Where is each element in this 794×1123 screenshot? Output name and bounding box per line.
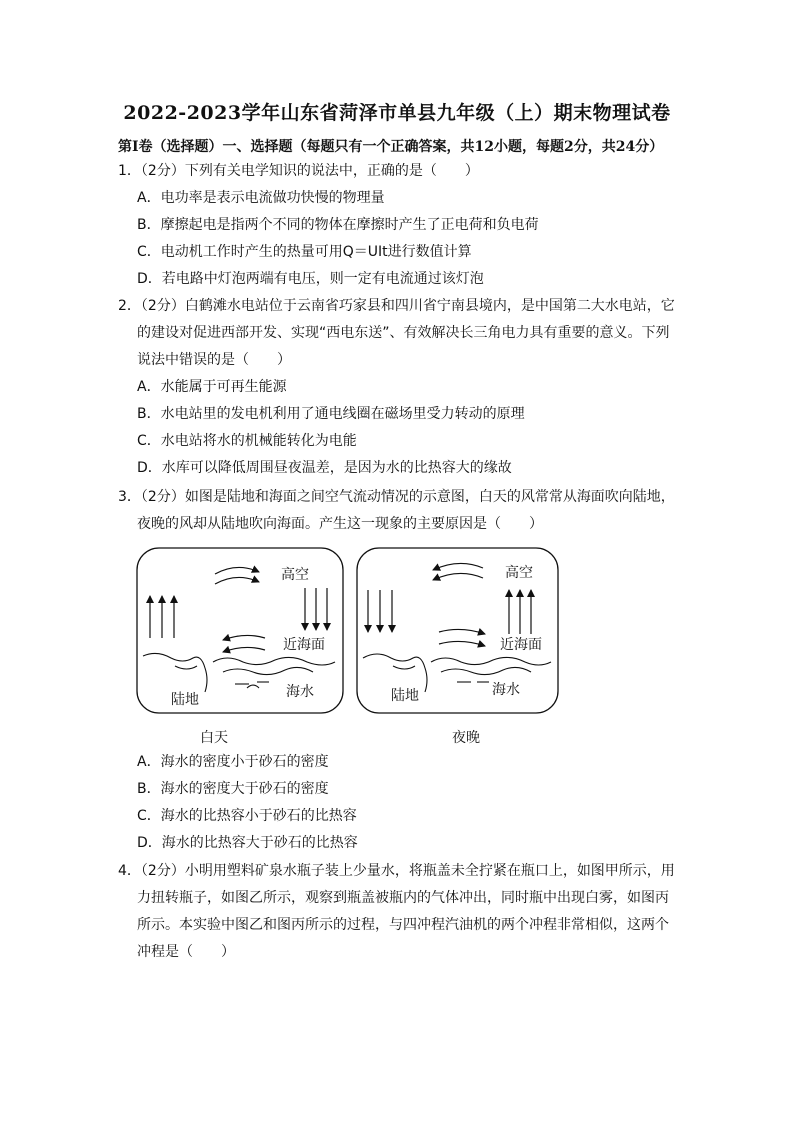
night-rising-air-arrows: [509, 590, 531, 634]
night-surface-flow-arrows: [439, 629, 485, 646]
day-surface-flow-arrows: [223, 635, 265, 652]
question-3-stem-line-2: 夜晚的风却从陆地吹向海面。产生这一现象的主要原因是（ ）: [137, 516, 543, 532]
q3-option-c: C．海水的比热容小于砂石的比热容: [137, 808, 357, 824]
question-3-stem: 3．（2分）如图是陆地和海面之间空气流动情况的示意图，白天的风常常从海面吹向陆地，: [118, 489, 675, 505]
day-land-label: 陆地: [171, 692, 199, 708]
q1-option-d: D．若电路中灯泡两端有电压，则一定有电流通过该灯泡: [137, 271, 484, 287]
day-sea-label: 海水: [286, 684, 314, 700]
day-sinking-air-arrows: [305, 588, 327, 630]
exam-title: 2022-2023学年山东省菏泽市单县九年级（上）期末物理试卷: [123, 102, 671, 124]
night-sea-label: 海水: [492, 682, 520, 698]
q2-option-b: B．水电站里的发电机利用了通电线圈在磁场里受力转动的原理: [137, 406, 525, 422]
q1-option-b: B．摩擦起电是指两个不同的物体在摩擦时产生了正电荷和负电荷: [137, 217, 539, 233]
night-land-label: 陆地: [391, 688, 419, 704]
night-caption: 夜晚: [452, 730, 480, 746]
section-heading: 第Ⅰ卷（选择题）一、选择题（每题只有一个正确答案，共12小题，每题2分，共24分）: [118, 139, 664, 155]
question-4-stem: 4．（2分）小明用塑料矿泉水瓶子装上少量水，将瓶盖未全拧紧在瓶口上，如图甲所示，用: [118, 863, 675, 879]
q3-option-a: A．海水的密度小于砂石的密度: [137, 754, 329, 770]
q1-option-a: A．电功率是表示电流做功快慢的物理量: [137, 190, 385, 206]
q2-option-d: D．水库可以降低周围昼夜温差，是因为水的比热容大的缘故: [137, 460, 512, 476]
question-4-stem-line-3: 所示。本实验中图乙和图丙所示的过程，与四冲程汽油机的两个冲程非常相似，这两个: [137, 917, 669, 933]
night-coastline-waves: [363, 654, 551, 692]
question-2-stem-line-3: 说法中错误的是（ ）: [137, 352, 291, 368]
night-upper-flow-arrows: [433, 563, 483, 580]
day-caption: 白天: [200, 730, 228, 746]
question-2-stem-line-2: 的建设对促进西部开发、实现“西电东送”、有效解决长三角电力具有重要的意义。下列: [137, 325, 670, 341]
question-4-stem-line-4: 冲程是（ ）: [137, 944, 235, 960]
question-2-stem: 2．（2分）白鹤滩水电站位于云南省巧家县和四川省宁南县境内，是中国第二大水电站，它: [118, 298, 675, 314]
night-sea-surface-label: 近海面: [500, 637, 542, 653]
day-panel: [137, 548, 343, 746]
q2-option-c: C．水电站将水的机械能转化为电能: [137, 433, 357, 449]
day-rising-air-arrows: [150, 596, 174, 638]
question-1-stem: 1．（2分）下列有关电学知识的说法中，正确的是（ ）: [118, 163, 479, 179]
day-sea-surface-label: 近海面: [283, 637, 325, 653]
land-sea-breeze-diagram: [135, 546, 565, 746]
q1-option-c: C．电动机工作时产生的热量可用Q＝UIt进行数值计算: [137, 244, 472, 260]
day-upper-flow-arrows: [215, 567, 259, 584]
night-sinking-air-arrows: [368, 590, 392, 632]
question-4-stem-line-2: 力扭转瓶子，如图乙所示，观察到瓶盖被瓶内的气体冲出，同时瓶中出现白雾，如图丙: [137, 890, 669, 906]
q3-option-b: B．海水的密度大于砂石的密度: [137, 781, 329, 797]
q2-option-a: A．水能属于可再生能源: [137, 379, 287, 395]
night-panel: [357, 548, 558, 746]
day-high-label: 高空: [281, 567, 309, 583]
night-high-label: 高空: [505, 565, 533, 581]
q3-option-d: D．海水的比热容大于砂石的比热容: [137, 835, 358, 851]
